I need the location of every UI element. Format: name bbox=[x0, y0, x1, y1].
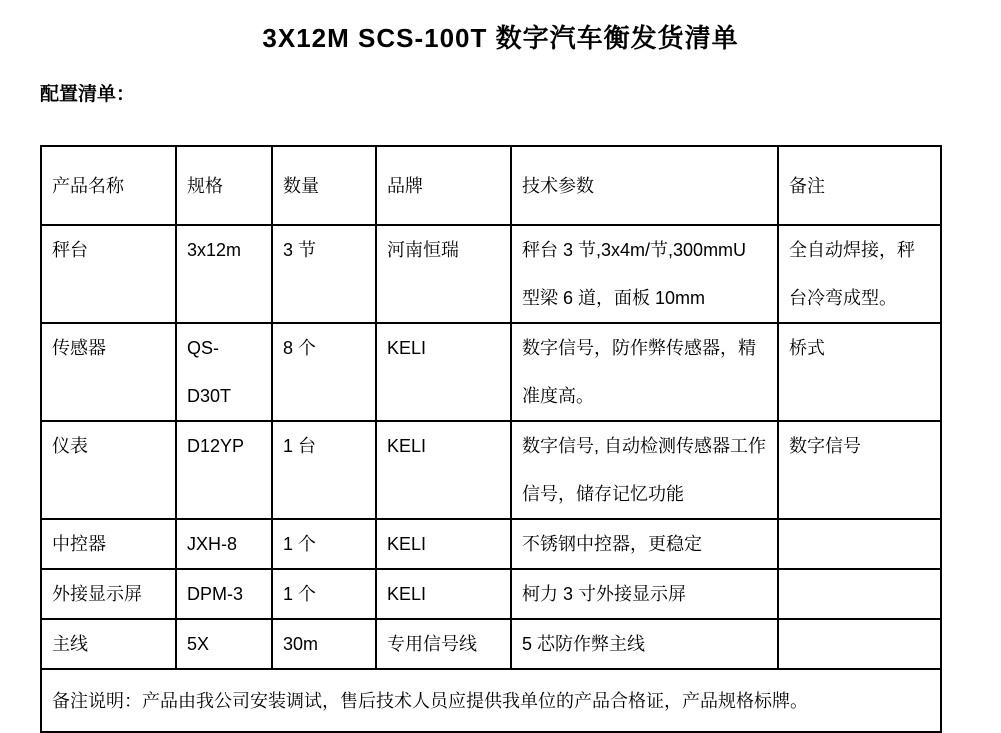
cell-note: 数字信号 bbox=[778, 421, 941, 519]
cell-qty: 30m bbox=[272, 619, 376, 669]
cell-params: 数字信号，防作弊传感器，精准度高。 bbox=[511, 323, 778, 421]
configuration-table bbox=[40, 145, 942, 733]
table-row bbox=[41, 421, 941, 519]
column-header: 规格 bbox=[176, 146, 272, 225]
cell-name: 主线 bbox=[41, 619, 176, 669]
cell-params: 数字信号, 自动检测传感器工作信号，储存记忆功能 bbox=[511, 421, 778, 519]
column-header: 品牌 bbox=[376, 146, 511, 225]
table-row bbox=[41, 323, 941, 421]
cell-params: 不锈钢中控器，更稳定 bbox=[511, 519, 778, 569]
cell-note: 全自动焊接，秤台冷弯成型。 bbox=[778, 225, 941, 323]
cell-qty: 1 台 bbox=[272, 421, 376, 519]
cell-brand: 专用信号线 bbox=[376, 619, 511, 669]
table-row bbox=[41, 519, 941, 569]
cell-note: 桥式 bbox=[778, 323, 941, 421]
cell-note bbox=[778, 569, 941, 619]
cell-qty: 1 个 bbox=[272, 519, 376, 569]
cell-qty: 8 个 bbox=[272, 323, 376, 421]
section-label: 配置清单： bbox=[40, 84, 136, 105]
table-row bbox=[41, 569, 941, 619]
cell-note bbox=[778, 519, 941, 569]
cell-params: 柯力 3 寸外接显示屏 bbox=[511, 569, 778, 619]
table-row bbox=[41, 619, 941, 669]
cell-name: 秤台 bbox=[41, 225, 176, 323]
cell-brand: KELI bbox=[376, 569, 511, 619]
footer-note: 备注说明：产品由我公司安装调试，售后技术人员应提供我单位的产品合格证，产品规格标牌。 bbox=[41, 669, 941, 732]
column-header: 技术参数 bbox=[511, 146, 778, 225]
cell-qty: 1 个 bbox=[272, 569, 376, 619]
cell-brand: 河南恒瑞 bbox=[376, 225, 511, 323]
column-header: 数量 bbox=[272, 146, 376, 225]
cell-spec: QS-D30T bbox=[176, 323, 272, 421]
cell-name: 仪表 bbox=[41, 421, 176, 519]
table-row bbox=[41, 225, 941, 323]
table-header-row bbox=[41, 146, 941, 225]
cell-spec: JXH-8 bbox=[176, 519, 272, 569]
column-header: 备注 bbox=[778, 146, 941, 225]
cell-brand: KELI bbox=[376, 323, 511, 421]
table-footer-row bbox=[41, 669, 941, 732]
cell-qty: 3 节 bbox=[272, 225, 376, 323]
cell-note bbox=[778, 619, 941, 669]
cell-spec: DPM-3 bbox=[176, 569, 272, 619]
cell-spec: 3x12m bbox=[176, 225, 272, 323]
cell-brand: KELI bbox=[376, 421, 511, 519]
cell-name: 传感器 bbox=[41, 323, 176, 421]
cell-params: 秤台 3 节,3x4m/节,300mmU 型梁 6 道，面板 10mm bbox=[511, 225, 778, 323]
cell-name: 外接显示屏 bbox=[41, 569, 176, 619]
cell-params: 5 芯防作弊主线 bbox=[511, 619, 778, 669]
cell-spec: 5X bbox=[176, 619, 272, 669]
cell-name: 中控器 bbox=[41, 519, 176, 569]
cell-spec: D12YP bbox=[176, 421, 272, 519]
cell-brand: KELI bbox=[376, 519, 511, 569]
page-title: 3X12M SCS-100T 数字汽车衡发货清单 bbox=[262, 23, 739, 53]
column-header: 产品名称 bbox=[41, 146, 176, 225]
table-body bbox=[41, 146, 941, 732]
